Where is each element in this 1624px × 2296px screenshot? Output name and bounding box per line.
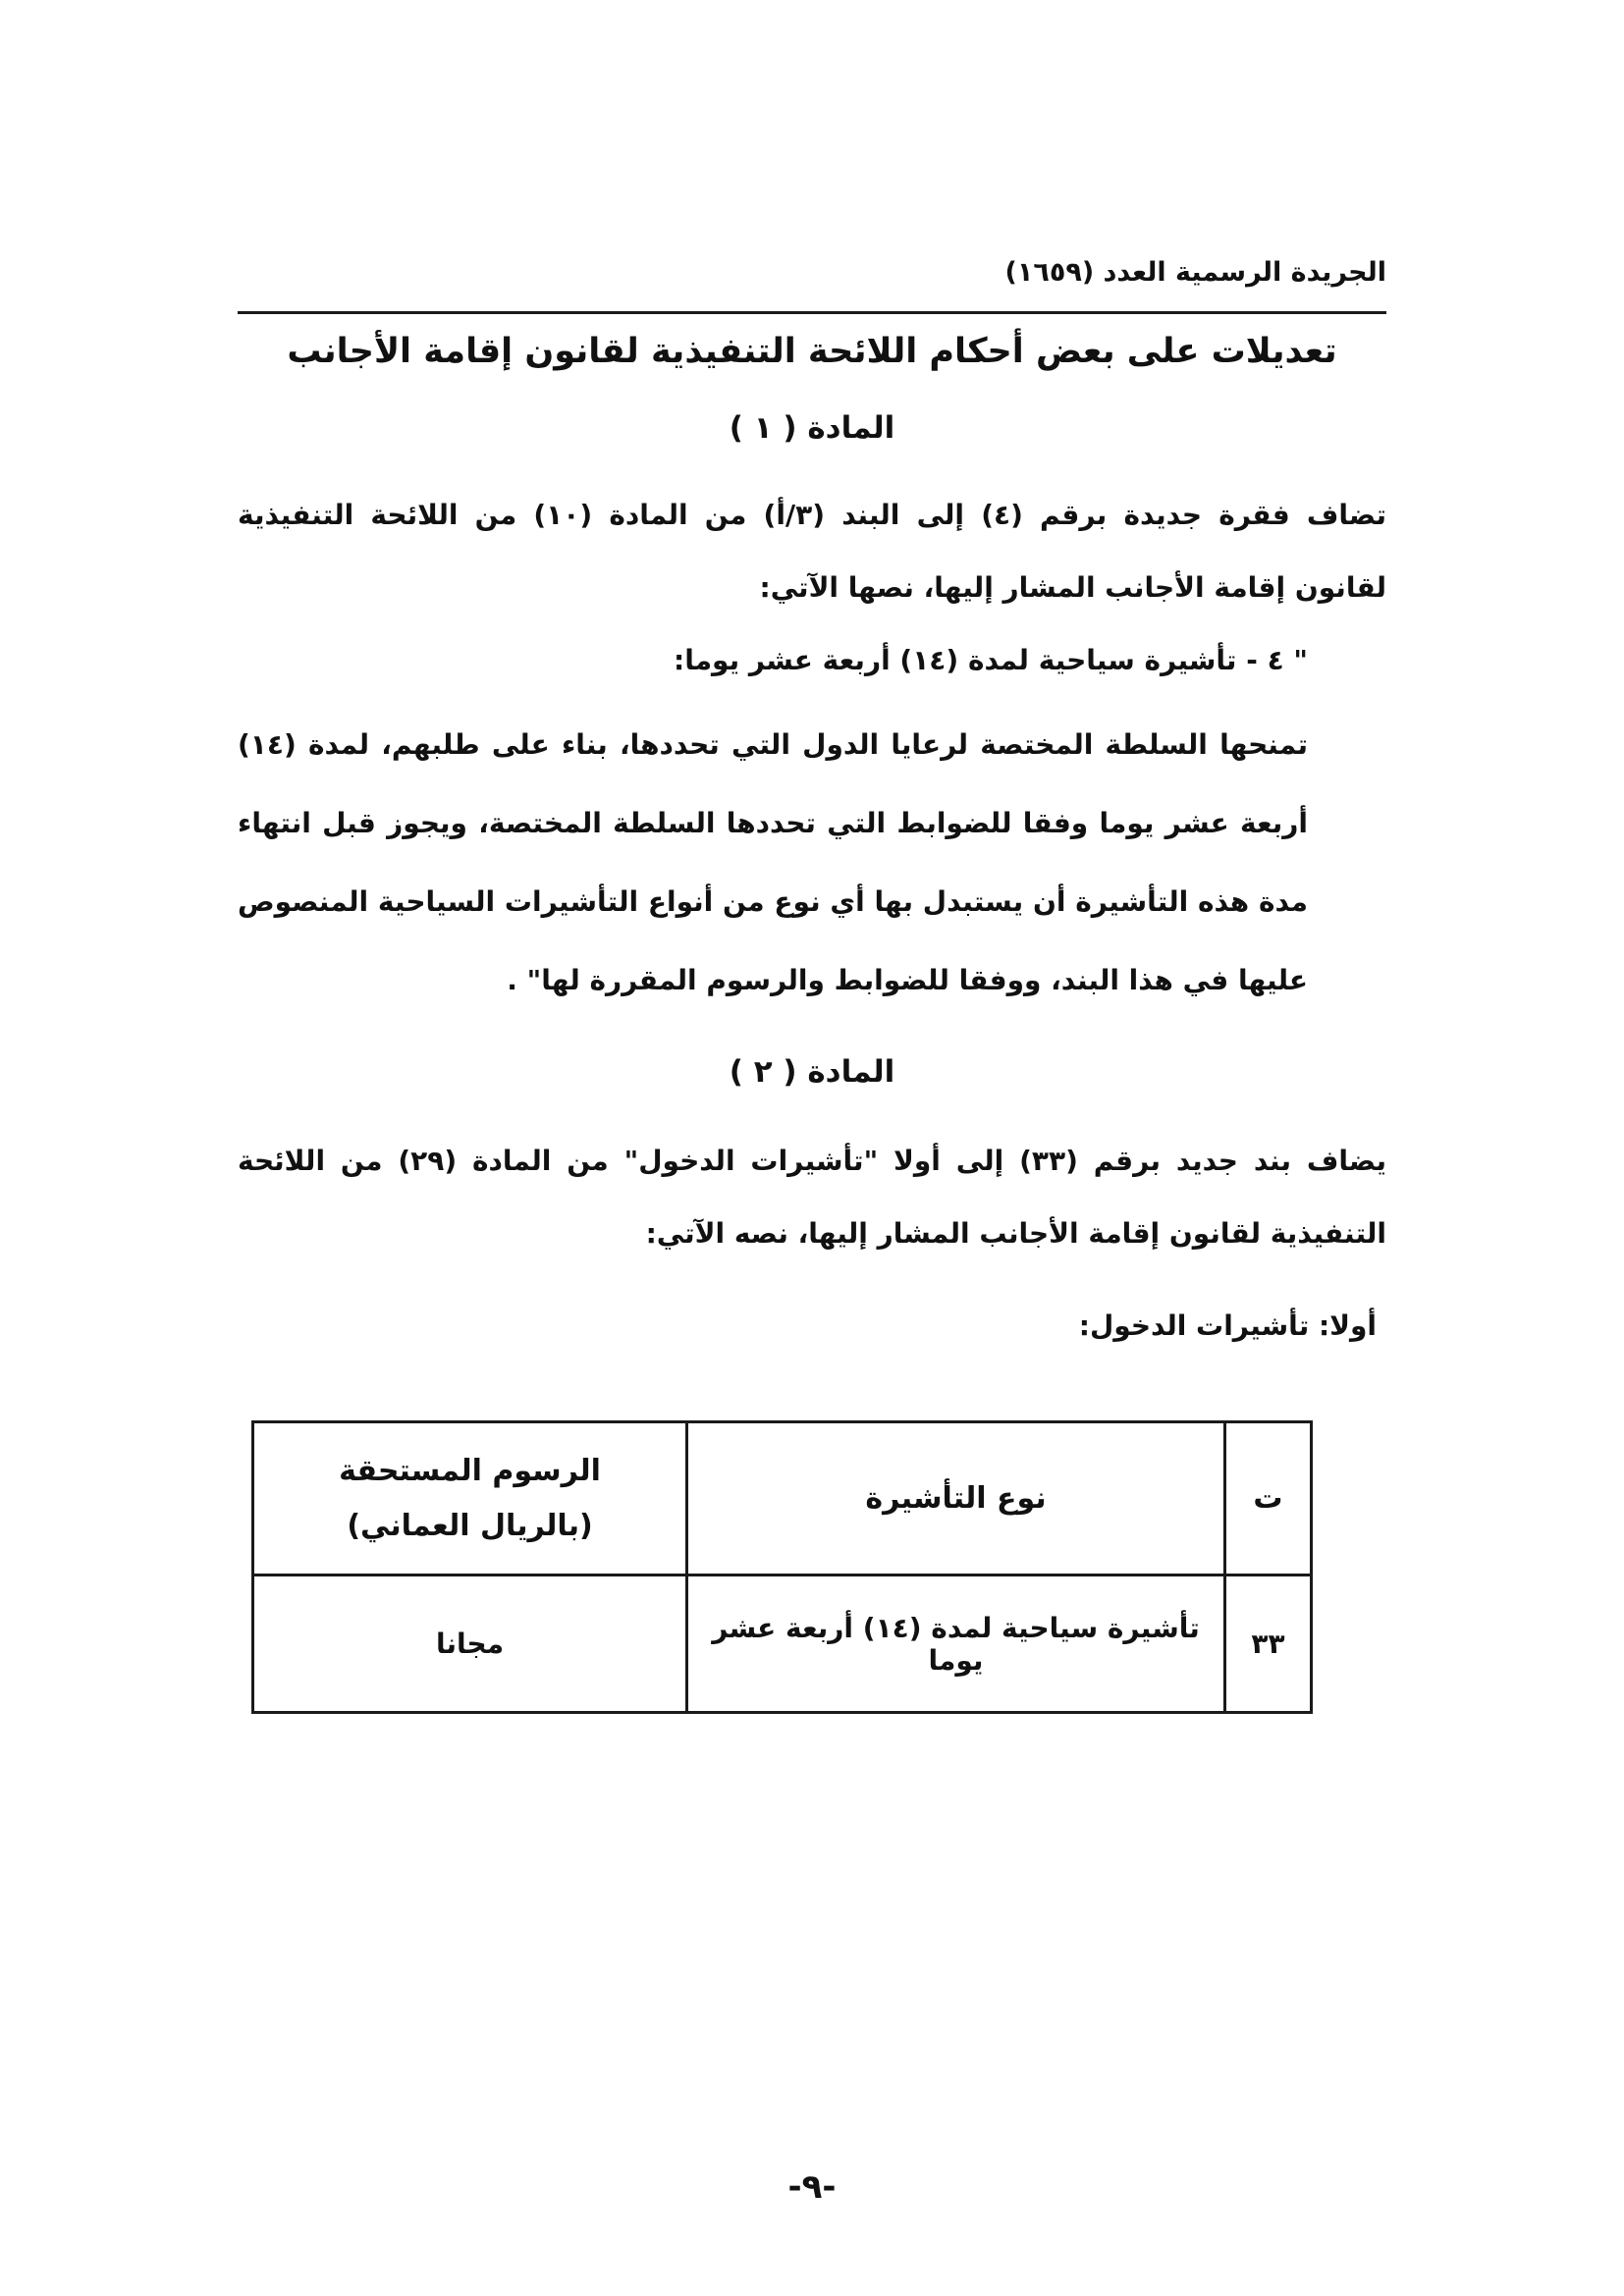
header-fees-line-1: الرسوم المستحقة bbox=[339, 1453, 601, 1488]
gazette-header bbox=[238, 257, 1386, 314]
article-2-heading: المادة ( ٢ ) bbox=[729, 1054, 895, 1090]
header-cell-number: ت bbox=[1225, 1422, 1312, 1575]
article-1-line-4: تمنحها السلطة المختصة لرعايا الدول التي تحددها، بناء على طلبهم، لمدة (١٤) bbox=[238, 728, 1308, 761]
article-2-line-2: التنفيذية لقانون إقامة الأجانب المشار إليها، نصه الآتي: bbox=[645, 1217, 1386, 1250]
article-1-heading: المادة ( ١ ) bbox=[729, 410, 895, 446]
article-1-line-2: لقانون إقامة الأجانب المشار إليها، نصها الآتي: bbox=[759, 571, 1386, 604]
table-header-row bbox=[253, 1422, 1312, 1575]
row-cell-fees: مجانا bbox=[253, 1575, 687, 1713]
page-number: -٩- bbox=[787, 2167, 837, 2207]
article-1-line-6: مدة هذه التأشيرة أن يستبدل بها أي نوع من أنواع التأشيرات السياحية المنصوص bbox=[238, 885, 1308, 918]
gazette-issue-label: الجريدة الرسمية العدد (١٦٥٩) bbox=[1004, 257, 1386, 288]
article-1-line-1: تضاف فقرة جديدة برقم (٤) إلى البند (٣/أ) من المادة (١٠) من اللائحة التنفيذية bbox=[238, 499, 1386, 531]
visa-fees-table bbox=[251, 1420, 1313, 1714]
article-1-line-3: " ٤ - تأشيرة سياحية لمدة (١٤) أربعة عشر يوما: bbox=[674, 644, 1308, 676]
document-title: تعديلات على بعض أحكام اللائحة التنفيذية لقانون إقامة الأجانب bbox=[287, 332, 1337, 371]
table-row bbox=[253, 1575, 1312, 1713]
header-fees-line-2: (بالريال العماني) bbox=[347, 1508, 593, 1543]
header-cell-visa-type: نوع التأشيرة bbox=[687, 1422, 1225, 1575]
row-cell-number: ٣٣ bbox=[1225, 1575, 1312, 1713]
article-2-line-1: يضاف بند جديد برقم (٣٣) إلى أولا "تأشيرات الدخول" من المادة (٢٩) من اللائحة bbox=[238, 1145, 1386, 1177]
article-1-line-7: عليها في هذا البند، ووفقا للضوابط والرسوم المقررة لها" . bbox=[507, 964, 1308, 996]
row-cell-visa-type: تأشيرة سياحية لمدة (١٤) أربعة عشر يوما bbox=[687, 1575, 1225, 1713]
article-1-line-5: أربعة عشر يوما وفقا للضوابط التي تحددها السلطة المختصة، ويجوز قبل انتهاء bbox=[238, 807, 1308, 839]
article-2-line-3: أولا: تأشيرات الدخول: bbox=[1078, 1309, 1377, 1342]
header-cell-fees bbox=[253, 1422, 687, 1575]
